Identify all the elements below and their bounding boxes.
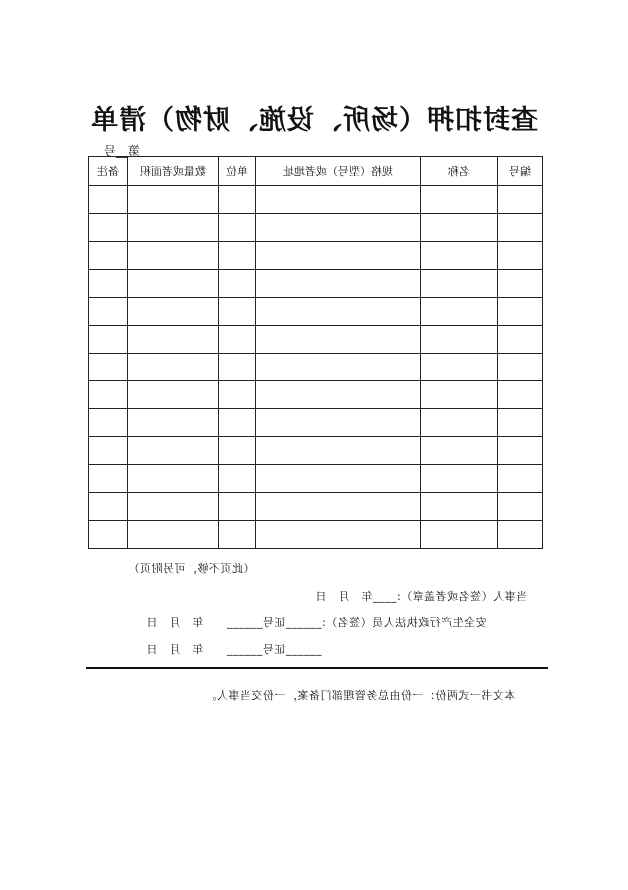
table-row xyxy=(89,325,543,353)
table-cell xyxy=(498,325,543,353)
table-row xyxy=(89,186,543,214)
table-cell xyxy=(498,493,543,521)
table-row xyxy=(89,381,543,409)
table-cell xyxy=(421,353,498,381)
table-cell xyxy=(256,213,421,241)
table-cell xyxy=(128,325,219,353)
table-cell xyxy=(89,465,128,493)
table-cell xyxy=(219,353,256,381)
table-cell xyxy=(89,269,128,297)
divider-line xyxy=(86,667,548,669)
table-cell xyxy=(421,213,498,241)
table-cell xyxy=(219,186,256,214)
table-cell xyxy=(498,213,543,241)
table-cell xyxy=(219,465,256,493)
table-cell xyxy=(89,297,128,325)
table-cell xyxy=(89,409,128,437)
table-cell xyxy=(219,409,256,437)
table-cell xyxy=(421,186,498,214)
table-cell xyxy=(498,353,543,381)
table-cell xyxy=(219,521,256,549)
table-cell xyxy=(219,437,256,465)
table-row xyxy=(89,493,543,521)
table-cell xyxy=(498,437,543,465)
table-cell xyxy=(256,353,421,381)
table-cell xyxy=(256,437,421,465)
table-cell xyxy=(219,213,256,241)
table-cell xyxy=(128,381,219,409)
table-cell xyxy=(421,409,498,437)
table-cell xyxy=(89,186,128,214)
table-cell xyxy=(89,213,128,241)
table-cell xyxy=(89,325,128,353)
table-cell xyxy=(128,241,219,269)
inventory-table xyxy=(88,156,543,549)
table-cell xyxy=(128,269,219,297)
table-cell xyxy=(256,409,421,437)
table-cell xyxy=(256,297,421,325)
document-title: 查封扣押（场所、设施、财物）清单 xyxy=(90,105,538,136)
table-cell xyxy=(128,213,219,241)
page-note: （此页不够，可另附页） xyxy=(128,562,255,575)
table-cell xyxy=(89,353,128,381)
table-row xyxy=(89,297,543,325)
serial-number-text: 第__号 xyxy=(104,144,141,158)
table-row xyxy=(89,521,543,549)
table-cell xyxy=(219,381,256,409)
table-cell xyxy=(498,297,543,325)
table-cell xyxy=(421,241,498,269)
table-cell xyxy=(219,325,256,353)
table-body xyxy=(89,186,543,549)
document-footer: 本文书一式两份：一份由总务管理部门备案，一份交当事人。 xyxy=(205,689,516,702)
table-cell xyxy=(256,269,421,297)
table-cell xyxy=(128,465,219,493)
officer-signature-line-1: 安全生产行政执法人员（签名）:______证号______ 年 月 日 xyxy=(146,616,487,629)
table-cell xyxy=(498,186,543,214)
table-row xyxy=(89,269,543,297)
table-cell xyxy=(89,437,128,465)
table-cell xyxy=(89,381,128,409)
table-row xyxy=(89,465,543,493)
table-cell xyxy=(421,297,498,325)
table-cell xyxy=(128,297,219,325)
table-cell xyxy=(256,325,421,353)
table-cell xyxy=(421,437,498,465)
table-cell xyxy=(421,325,498,353)
table-cell xyxy=(421,381,498,409)
officer-signature-line-2: ______证号______ 年 月 日 xyxy=(146,643,322,656)
header-spec: 规格（型号）或者地址 xyxy=(256,157,421,186)
table-cell xyxy=(256,521,421,549)
table-cell xyxy=(421,269,498,297)
table-cell xyxy=(256,381,421,409)
table-header-row xyxy=(89,157,543,186)
header-unit: 单位 xyxy=(219,157,256,186)
table-cell xyxy=(256,241,421,269)
party-signature-line: 当事人（签名或者盖章）:____年 月 日 xyxy=(315,590,528,603)
table-row xyxy=(89,409,543,437)
header-remarks: 备注 xyxy=(89,157,128,186)
table-cell xyxy=(256,186,421,214)
table-row xyxy=(89,241,543,269)
table-cell xyxy=(498,521,543,549)
table-row xyxy=(89,353,543,381)
table-cell xyxy=(256,465,421,493)
table-cell xyxy=(498,381,543,409)
table-cell xyxy=(498,465,543,493)
table-cell xyxy=(128,186,219,214)
table-cell xyxy=(498,269,543,297)
table-cell xyxy=(219,269,256,297)
table-cell xyxy=(498,409,543,437)
table-cell xyxy=(421,521,498,549)
table-cell xyxy=(498,241,543,269)
table-cell xyxy=(128,521,219,549)
table-cell xyxy=(256,493,421,521)
table-cell xyxy=(89,241,128,269)
table-cell xyxy=(219,297,256,325)
table-cell xyxy=(89,493,128,521)
table-cell xyxy=(421,493,498,521)
header-name: 名称 xyxy=(421,157,498,186)
table-cell xyxy=(421,465,498,493)
table-cell xyxy=(128,437,219,465)
table-cell xyxy=(128,493,219,521)
table-cell xyxy=(128,409,219,437)
table-cell xyxy=(128,353,219,381)
header-number: 编号 xyxy=(498,157,543,186)
table-cell xyxy=(219,241,256,269)
table-row xyxy=(89,213,543,241)
table-cell xyxy=(89,521,128,549)
table-row xyxy=(89,437,543,465)
table-cell xyxy=(219,493,256,521)
header-quantity: 数量或者面积 xyxy=(128,157,219,186)
